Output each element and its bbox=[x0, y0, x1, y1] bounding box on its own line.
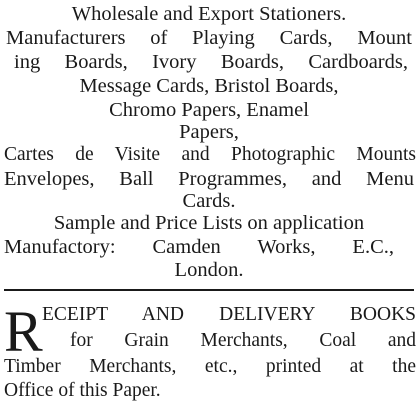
advert-line: Timber Merchants, etc., printed at the bbox=[4, 356, 416, 377]
advert-line: for Grain Merchants, Coal and bbox=[70, 330, 416, 351]
advert-line: Manufactory: Camden Works, E.C., bbox=[4, 236, 394, 258]
advert-line: Manufacturers of Playing Cards, Mount bbox=[6, 27, 412, 49]
advert-line: ECEIPT AND DELIVERY BOOKS bbox=[42, 304, 416, 325]
advert-line: London. bbox=[174, 259, 244, 281]
advert-line: Wholesale and Export Stationers. bbox=[71, 3, 347, 25]
advert-line: Sample and Price Lists on application bbox=[53, 212, 365, 234]
advert-line: Chromo Papers, Enamel bbox=[109, 99, 309, 121]
advert-line: Cards. bbox=[182, 190, 236, 212]
advert-line: Office of this Paper. bbox=[4, 380, 161, 401]
advert-line: Cartes de Visite and Photographic Mounts bbox=[4, 144, 416, 165]
advert-line: Message Cards, Bristol Boards, bbox=[79, 75, 339, 97]
column-divider-rule bbox=[4, 289, 414, 291]
advert-line: Papers, bbox=[179, 121, 239, 143]
drop-cap-letter: R bbox=[4, 299, 43, 364]
advert-line: ing Boards, Ivory Boards, Cardboards, bbox=[14, 51, 408, 73]
advert-line: Envelopes, Ball Programmes, and Menu bbox=[4, 168, 414, 190]
